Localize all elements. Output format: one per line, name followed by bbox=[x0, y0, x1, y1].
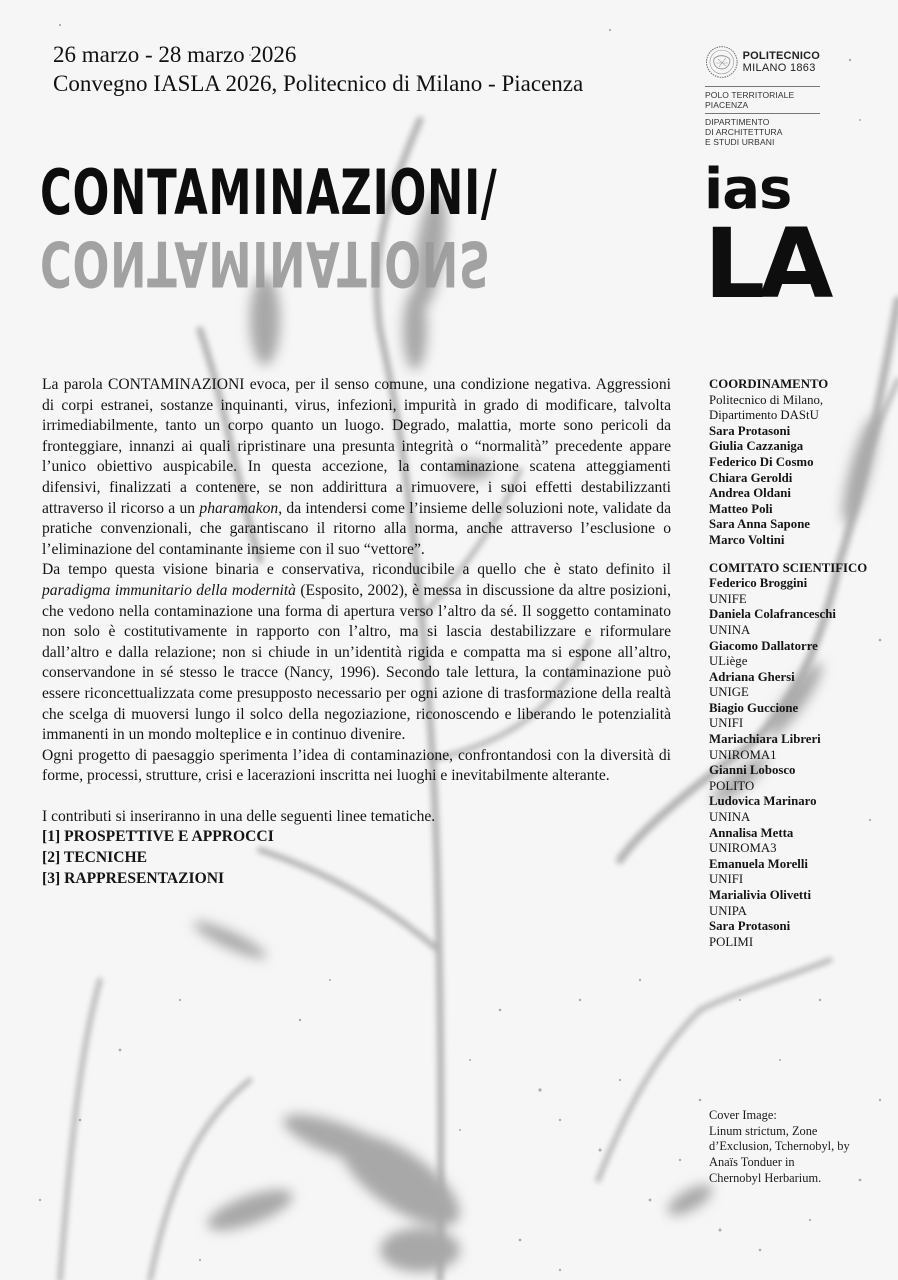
coordination-org: Politecnico di Milano, bbox=[709, 392, 824, 407]
coordinator-name: Federico Di Cosmo bbox=[709, 454, 814, 469]
event-header bbox=[53, 40, 583, 98]
coordinator-name: Sara Protasoni bbox=[709, 423, 791, 438]
theme-item: [3] RAPPRESENTAZIONI bbox=[42, 869, 225, 887]
title-reflection: CONTAMINATIONS bbox=[40, 227, 491, 300]
paragraph-2: Da tempo questa visione binaria e conservativa, riconducibile a quello che è stato definito il paradigma immunitario della modernità (Esposito, 2002), è messa in discussione da altre posizioni, che vedono nella contaminazione una forma di apertura verso l’altro da sé. Il soggetto contaminato non solo è costitutivamente in rapporto con l’altro, ma si lascia destabilizzare e riformulare dall’altro e dalla relazione; non si chiude in un’identità rigida e compatta ma si espone all’altro, conservandone in sé stesso le tracce (Nancy, 1996). Secondo tale lettura, la contaminazione può essere riconcettualizzata come presupposto necessario per ogni azione di trasformazione della realtà che scelga di muoversi lungo il solco della negoziazione, riconoscendo e liberando le potenzialità immanenti in un mondo molteplice e in continuo divenire. bbox=[42, 561, 671, 744]
committee-heading: COMITATO SCIENTIFICO bbox=[709, 560, 868, 575]
politecnico-emblem-icon bbox=[705, 45, 739, 79]
iasla-logo-bottom: LA bbox=[704, 208, 828, 320]
committee-member-name: Federico Broggini bbox=[709, 576, 808, 591]
committee-member-name: Annalisa Metta bbox=[709, 825, 794, 840]
iasla-logo-top: ias bbox=[704, 157, 792, 222]
logo-dept-line2: DI ARCHITETTURA bbox=[705, 127, 783, 137]
committee-member-name: Emanuela Morelli bbox=[709, 856, 808, 871]
event-dates: 26 marzo - 28 marzo 2026 bbox=[53, 42, 297, 67]
logo-dept-line3: E STUDI URBANI bbox=[705, 137, 775, 147]
coordinator-name: Giulia Cazzaniga bbox=[709, 439, 804, 454]
page-title: CONTAMINAZIONI/ bbox=[40, 156, 498, 229]
committee-member-affiliation: UNIFI bbox=[709, 872, 744, 887]
paragraph-3: Ogni progetto di paesaggio sperimenta l’idea di contaminazione, confrontandosi con la diversità di forme, processi, strutture, crisi e lacerazioni inscritta nei luoghi e inevitabilmente alterante. bbox=[42, 746, 671, 785]
coordination-org: Dipartimento DAStU bbox=[709, 408, 819, 423]
logo-dept-line1: DIPARTIMENTO bbox=[705, 117, 770, 127]
committee-member-name: Marialivia Olivetti bbox=[709, 888, 811, 902]
logo-name-line2: MILANO 1863 bbox=[742, 62, 816, 74]
committee-member-affiliation: UNIFI bbox=[709, 716, 744, 731]
committee-member-name: Giacomo Dallatorre bbox=[709, 638, 818, 653]
committee-member-affiliation: ULiège bbox=[709, 654, 748, 669]
coordinator-name: Sara Anna Sapone bbox=[709, 517, 810, 532]
logo-campus-line1: POLO TERRITORIALE bbox=[705, 90, 795, 100]
committee-member-affiliation: UNINA bbox=[709, 622, 751, 637]
committee-member-name: Sara Protasoni bbox=[709, 919, 791, 934]
logo-campus-line2: PIACENZA bbox=[705, 100, 749, 110]
committee-member-affiliation: UNIPA bbox=[709, 903, 747, 918]
committee-member-name: Adriana Ghersi bbox=[709, 669, 795, 684]
committee-member-affiliation: POLIMI bbox=[709, 934, 754, 949]
logo-department bbox=[705, 114, 820, 150]
committee-member-affiliation: POLITO bbox=[709, 778, 755, 793]
committee-member-affiliation: UNIFE bbox=[709, 591, 747, 606]
iasla-logo bbox=[704, 157, 828, 320]
committee-member-affiliation: UNIROMA3 bbox=[709, 841, 777, 856]
committee-member-affiliation: UNIROMA1 bbox=[709, 747, 777, 762]
themes-intro: I contributi si inseriranno in una delle seguenti linee tematiche. bbox=[42, 807, 436, 825]
committee-member-name: Mariachiara Libreri bbox=[709, 732, 821, 747]
committee-member-affiliation: UNINA bbox=[709, 810, 751, 825]
event-name: Convegno IASLA 2026, Politecnico di Milano - Piacenza bbox=[53, 71, 584, 96]
paragraph-1: La parola CONTAMINAZIONI evoca, per il senso comune, una condizione negativa. Aggressioni di corpi estranei, sostanze inquinanti, virus, infezioni, impurità in grado di modificare, talvolta irrimediabilmente, tanto un corpo quanto un luogo. Degrado, malattia, morte sono pericoli da fronteggiare, innanzi ai quali ripristinare una presunta integrità o “normalità” precedente appare l’unico obiettivo auspicabile. In questa accezione, la contaminazione scatena atteggiamenti difensivi, finalizzati a contenere, se non addirittura a rimuovere, i suoi effetti destabilizzanti attraverso il ricorso a un pharamakon, da intendersi come l’insieme delle soluzioni note, validate da pratiche convenzionali, che garantiscano il ritorno alla norma, anche attraverso l’esclusione o l’eliminazione del contaminante insieme con il suo “vettore”. bbox=[42, 376, 671, 558]
theme-item: [2] TECNICHE bbox=[42, 849, 147, 867]
logo-campus bbox=[705, 87, 820, 113]
coordinator-name: Marco Voltini bbox=[709, 532, 785, 547]
committee-member-name: Ludovica Marinaro bbox=[709, 794, 817, 809]
committee-member-name: Gianni Lobosco bbox=[709, 763, 796, 778]
cover-image-credit: Cover Image: Linum strictum, Zone d’Exclusion, Tchernobyl, by Anaïs Tonduer in Chernobyl Herbarium. bbox=[709, 1108, 850, 1185]
coordinator-name: Andrea Oldani bbox=[709, 486, 791, 501]
committee-member-name: Daniela Colafranceschi bbox=[709, 607, 836, 622]
committee-member-name: Biagio Guccione bbox=[709, 700, 799, 715]
coordinator-name: Chiara Geroldi bbox=[709, 470, 793, 485]
logo-name-line1: POLITECNICO bbox=[742, 50, 820, 62]
coordination-heading: COORDINAMENTO bbox=[709, 377, 829, 391]
committee-member-affiliation: UNIGE bbox=[709, 685, 749, 700]
coordinator-name: Matteo Poli bbox=[709, 501, 773, 516]
organizers-column bbox=[709, 377, 894, 950]
politecnico-logo bbox=[705, 43, 820, 150]
theme-item: [1] PROSPETTIVE E APPROCCI bbox=[42, 828, 274, 846]
call-text bbox=[42, 375, 671, 889]
